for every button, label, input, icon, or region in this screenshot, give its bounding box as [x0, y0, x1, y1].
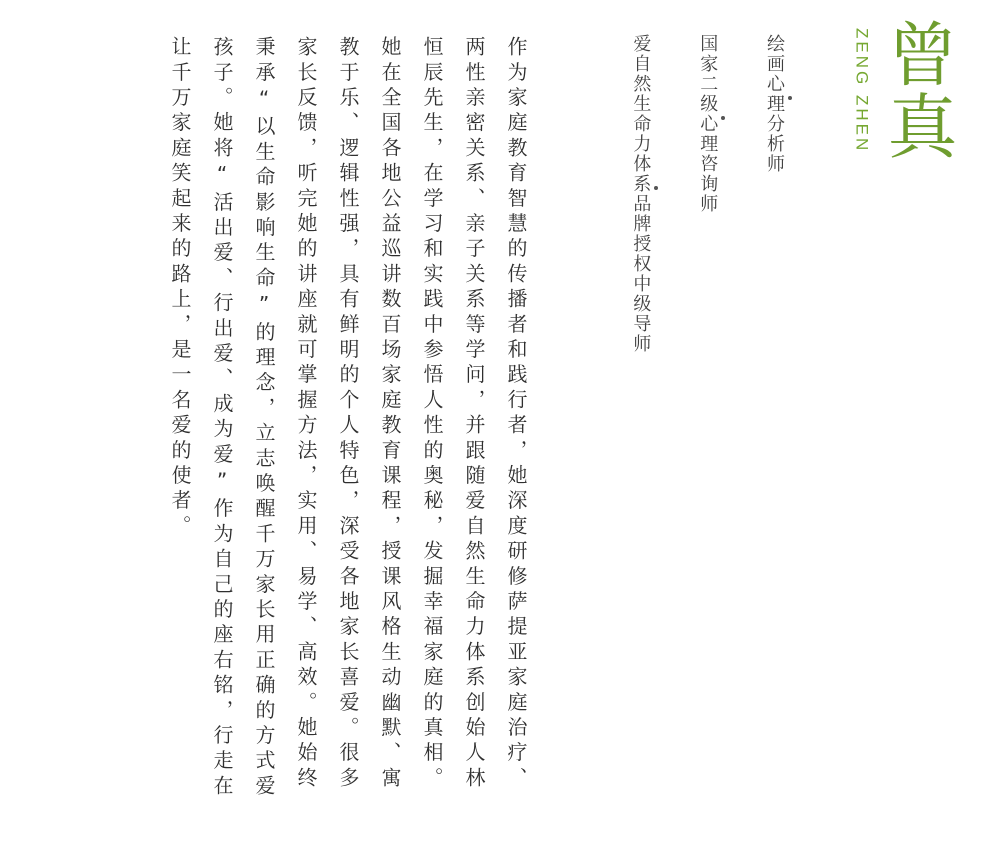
body-column: 她在全国各地公益巡讲数百场家庭教育课程，授课风格生动幽默、寓: [378, 36, 402, 792]
credential-text: 绘画心理分析师: [764, 34, 785, 174]
body-column: 教于乐、逻辑性强，具有鲜明的个人特色，深受各地家长喜爱。很多: [336, 36, 360, 792]
bullet-dot-icon: [654, 186, 658, 190]
bullet-dot-icon: [788, 96, 792, 100]
credential-text: 国家二级心理咨询师: [697, 34, 719, 214]
credential-text: 爱自然生命力体系品牌授权中级导师: [630, 34, 652, 354]
name-chinese: 曾真: [876, 18, 958, 162]
credential-item: [692, 34, 725, 214]
credential-item: [626, 34, 659, 354]
name-block: [852, 18, 956, 162]
biography-body: [48, 36, 526, 850]
credentials-list: [592, 34, 792, 354]
body-column: 家长反馈，听完她的讲座就可掌握方法，实用、易学、高效。她始终: [294, 36, 318, 792]
body-column: 让千万家庭笑起来的路上，是一名爱的使者。: [168, 36, 192, 540]
body-column: 秉承“以生命影响生命”的理念，立志唤醒千万家长用正确的方式爱: [252, 36, 276, 800]
body-column: 孩子。她将“活出爱、行出爱、成为爱”作为自己的座右铭，行走在: [210, 36, 234, 800]
bullet-dot-icon: [721, 116, 725, 120]
name-pinyin: ZENG ZHEN: [852, 28, 872, 154]
body-column: 两性亲密关系、亲子关系等学问，并跟随爱自然生命力体系创始人林: [462, 36, 486, 792]
credential-item: [759, 34, 792, 174]
body-column: 作为家庭教育智慧的传播者和践行者，她深度研修萨提亚家庭治疗、: [504, 36, 528, 792]
body-column: 恒辰先生，在学习和实践中参悟人性的奥秘，发掘幸福家庭的真相。: [420, 36, 444, 792]
